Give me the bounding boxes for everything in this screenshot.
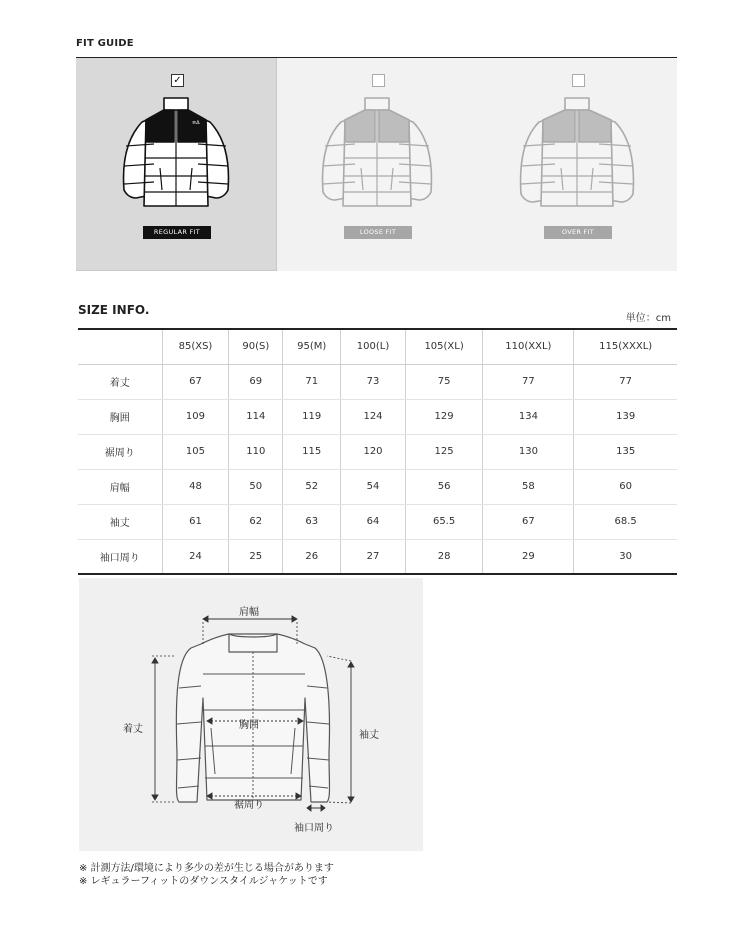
table-cell: 61 (162, 504, 229, 539)
fit-guide-panels (76, 58, 677, 271)
table-cell: 130 (483, 434, 574, 469)
note-line: ※ レギュラーフィットのダウンスタイルジャケットです (79, 876, 328, 887)
row-label: 肩幅 (78, 469, 162, 504)
row-label: 袖口周り (78, 539, 162, 574)
size-header: 100(L) (341, 329, 405, 364)
table-cell: 77 (483, 364, 574, 399)
table-cell: 24 (162, 539, 229, 574)
table-cell: 135 (574, 434, 677, 469)
table-row (78, 364, 677, 399)
loose-fit-jacket-icon (317, 94, 437, 212)
table-cell: 48 (162, 469, 229, 504)
table-cell: 77 (574, 364, 677, 399)
table-row (78, 399, 677, 434)
checkbox-checked-icon[interactable]: ✓ (171, 74, 184, 87)
table-cell: 120 (341, 434, 405, 469)
row-label: 胸囲 (78, 399, 162, 434)
table-cell: 75 (405, 364, 483, 399)
table-cell: 56 (405, 469, 483, 504)
measurement-diagram (79, 578, 423, 851)
over-fit-label: OVER FIT (544, 226, 612, 239)
over-fit-jacket-icon (517, 94, 637, 212)
size-header: 95(M) (283, 329, 341, 364)
table-cell: 25 (229, 539, 283, 574)
cuff-label: 袖口周り (294, 823, 334, 834)
hem-label: 裾周り (234, 800, 264, 811)
table-cell: 134 (483, 399, 574, 434)
table-cell: 129 (405, 399, 483, 434)
table-cell: 115 (283, 434, 341, 469)
table-cell: 71 (283, 364, 341, 399)
checkbox-unchecked-icon[interactable] (572, 74, 585, 87)
sleeve-length-label: 袖丈 (359, 730, 379, 741)
table-cell: 28 (405, 539, 483, 574)
table-row (78, 469, 677, 504)
table-row (78, 504, 677, 539)
size-header-row (78, 329, 677, 364)
fit-option-loose[interactable] (277, 58, 477, 271)
table-cell: 125 (405, 434, 483, 469)
body-length-label: 着丈 (123, 724, 143, 735)
fit-option-regular[interactable] (76, 58, 277, 271)
note-line: ※ 計測方法/環境により多少の差が生じる場合があります (79, 863, 334, 874)
table-cell: 67 (483, 504, 574, 539)
notes (79, 862, 334, 888)
table-cell: 60 (574, 469, 677, 504)
table-cell: 58 (483, 469, 574, 504)
table-cell: 109 (162, 399, 229, 434)
table-cell: 29 (483, 539, 574, 574)
table-cell: 26 (283, 539, 341, 574)
table-cell: 63 (283, 504, 341, 539)
table-cell: 50 (229, 469, 283, 504)
row-label: 着丈 (78, 364, 162, 399)
row-label: 裾周り (78, 434, 162, 469)
svg-text:≡∆: ≡∆ (192, 120, 200, 126)
table-cell: 124 (341, 399, 405, 434)
table-cell: 30 (574, 539, 677, 574)
size-header: 85(XS) (162, 329, 229, 364)
table-cell: 27 (341, 539, 405, 574)
table-cell: 67 (162, 364, 229, 399)
unit-label: 単位：cm (625, 313, 671, 324)
fit-guide-title: FIT GUIDE (76, 38, 134, 49)
size-header: 115(XXXL) (574, 329, 677, 364)
chest-label: 胸囲 (239, 720, 259, 731)
table-row (78, 539, 677, 574)
table-cell: 119 (283, 399, 341, 434)
size-info-title: SIZE INFO. (78, 303, 150, 317)
size-header: 110(XXL) (483, 329, 574, 364)
table-cell: 52 (283, 469, 341, 504)
shoulder-width-label: 肩幅 (239, 607, 259, 618)
size-header: 105(XL) (405, 329, 483, 364)
loose-fit-label: LOOSE FIT (344, 226, 412, 239)
corner-cell (78, 329, 162, 364)
row-label: 袖丈 (78, 504, 162, 539)
table-cell: 139 (574, 399, 677, 434)
size-table (78, 328, 677, 575)
table-cell: 114 (229, 399, 283, 434)
table-cell: 110 (229, 434, 283, 469)
table-cell: 54 (341, 469, 405, 504)
fit-option-over[interactable] (477, 58, 677, 271)
table-cell: 64 (341, 504, 405, 539)
size-header: 90(S) (229, 329, 283, 364)
regular-fit-label: REGULAR FIT (143, 226, 211, 239)
table-cell: 73 (341, 364, 405, 399)
table-cell: 65.5 (405, 504, 483, 539)
checkbox-unchecked-icon[interactable] (372, 74, 385, 87)
table-cell: 105 (162, 434, 229, 469)
table-cell: 68.5 (574, 504, 677, 539)
table-row (78, 434, 677, 469)
table-cell: 62 (229, 504, 283, 539)
table-cell: 69 (229, 364, 283, 399)
regular-fit-jacket-icon (116, 94, 236, 212)
